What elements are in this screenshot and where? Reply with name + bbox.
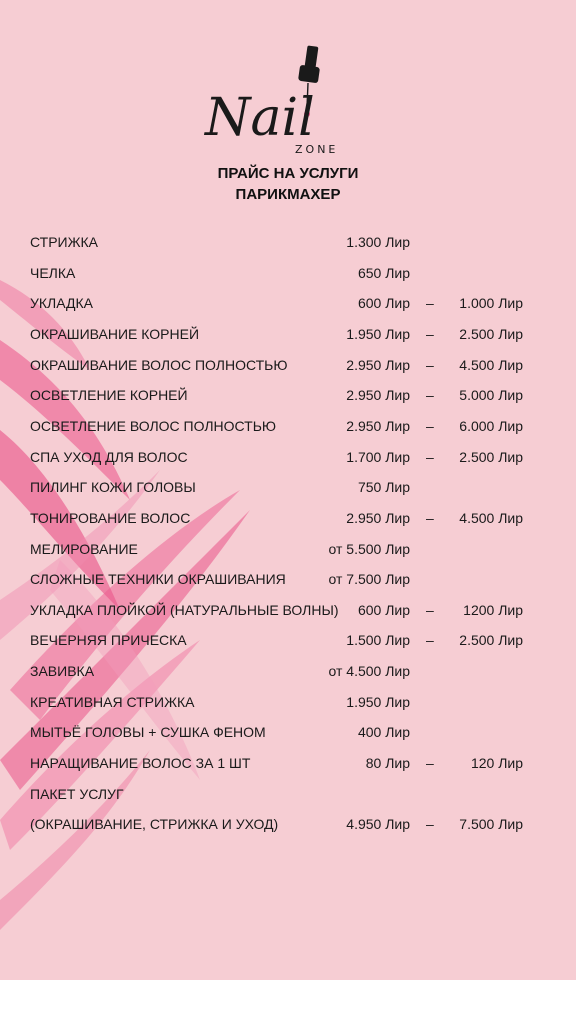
service-name: ОСВЕТЛЕНИЕ ВОЛОС ПОЛНОСТЬЮ [30, 417, 277, 434]
service-name: НАРАЩИВАНИЕ ВОЛОС ЗА 1 ШТ [30, 755, 251, 772]
price-max-value: 5.000 Лир [459, 387, 523, 404]
service-name: ЧЕЛКА [30, 264, 76, 281]
price-value: 750 Лир [357, 479, 410, 496]
service-name: СТРИЖКА [30, 234, 99, 250]
service-name: ОСВЕТЛЕНИЕ КОРНЕЙ [30, 387, 188, 404]
price-row [0, 292, 576, 314]
price-value: 400 Лир [357, 724, 410, 741]
service-name: ЗАВИВКА [30, 663, 95, 680]
page-title: ПРАЙС НА УСЛУГИ [217, 165, 359, 182]
service-name: ОКРАШИВАНИЕ КОРНЕЙ [30, 325, 200, 342]
price-separator: – [426, 356, 434, 373]
service-name: МЕЛИРОВАНИЕ [30, 540, 138, 557]
price-max-value: 7.500 Лир [459, 816, 523, 833]
price-row [0, 538, 576, 560]
service-name: (ОКРАШИВАНИЕ, СТРИЖКА И УХОД) [30, 816, 279, 833]
price-value: от 7.500 Лир [328, 571, 410, 588]
service-name: ВЕЧЕРНЯЯ ПРИЧЕСКА [30, 632, 187, 649]
service-name: ТОНИРОВАНИЕ ВОЛОС [30, 509, 191, 526]
bottom-strip [0, 980, 576, 1024]
service-name: ПИЛИНГ КОЖИ ГОЛОВЫ [30, 479, 196, 496]
price-max-value: 1.000 Лир [459, 295, 523, 312]
price-value: 2.950 Лир [346, 417, 410, 434]
price-separator: – [426, 417, 434, 434]
price-value: 600 Лир [357, 601, 410, 618]
price-value: 80 Лир [365, 755, 410, 772]
price-separator: – [426, 295, 434, 312]
price-row [0, 568, 576, 590]
service-name: УКЛАДКА ПЛОЙКОЙ (НАТУРАЛЬНЫЕ ВОЛНЫ) [30, 601, 339, 618]
price-max-value: 4.500 Лир [459, 509, 523, 526]
price-row [0, 323, 576, 345]
price-value: 4.950 Лир [346, 816, 410, 833]
price-separator: – [426, 816, 434, 833]
price-max-value: 2.500 Лир [459, 632, 523, 649]
price-row [0, 721, 576, 743]
service-name: КРЕАТИВНАЯ СТРИЖКА [30, 693, 195, 710]
price-separator: – [426, 755, 434, 772]
price-value: 1.950 Лир [346, 325, 410, 342]
price-value: 1.700 Лир [346, 448, 410, 465]
svg-text:ZONE: ZONE [295, 143, 339, 156]
price-value: от 5.500 Лир [328, 540, 410, 557]
price-row [0, 783, 576, 805]
price-row [0, 384, 576, 406]
service-name: ОКРАШИВАНИЕ ВОЛОС ПОЛНОСТЬЮ [30, 356, 288, 373]
service-name: УКЛАДКА [30, 295, 94, 312]
price-row [0, 476, 576, 498]
price-max-value: 4.500 Лир [459, 356, 523, 373]
price-value: 2.950 Лир [346, 387, 410, 404]
price-max-value: 1200 Лир [463, 601, 523, 618]
price-row [0, 752, 576, 774]
price-value: 1.300 Лир [346, 234, 410, 250]
price-row [0, 354, 576, 376]
price-value: 1.500 Лир [346, 632, 410, 649]
service-name: ПАКЕТ УСЛУГ [30, 785, 124, 802]
price-row [0, 231, 576, 253]
price-separator: – [426, 509, 434, 526]
price-separator: – [426, 601, 434, 618]
price-row [0, 262, 576, 284]
service-name: СПА УХОД ДЛЯ ВОЛОС [30, 448, 188, 465]
price-row [0, 415, 576, 437]
service-name: МЫТЬЁ ГОЛОВЫ + СУШКА ФЕНОМ [30, 724, 266, 741]
price-row [0, 660, 576, 682]
price-value: 2.950 Лир [346, 356, 410, 373]
price-value: 600 Лир [357, 295, 410, 312]
price-value: 2.950 Лир [346, 509, 410, 526]
price-row [0, 446, 576, 468]
nail-zone-logo [195, 40, 345, 160]
price-max-value: 2.500 Лир [459, 325, 523, 342]
price-value: 650 Лир [357, 264, 410, 281]
page-subtitle: ПАРИКМАХЕР [235, 186, 341, 203]
price-row [0, 599, 576, 621]
price-row [0, 813, 576, 835]
price-row [0, 629, 576, 651]
price-max-value: 2.500 Лир [459, 448, 523, 465]
service-name: СЛОЖНЫЕ ТЕХНИКИ ОКРАШИВАНИЯ [30, 571, 286, 588]
price-separator: – [426, 325, 434, 342]
price-value: от 4.500 Лир [328, 663, 410, 680]
price-separator: – [426, 632, 434, 649]
price-max-value: 120 Лир [470, 755, 523, 772]
price-separator: – [426, 448, 434, 465]
svg-text:Nail: Nail [205, 88, 315, 148]
price-row [0, 691, 576, 713]
price-value: 1.950 Лир [346, 693, 410, 710]
price-row [0, 507, 576, 529]
price-separator: – [426, 387, 434, 404]
price-max-value: 6.000 Лир [459, 417, 523, 434]
